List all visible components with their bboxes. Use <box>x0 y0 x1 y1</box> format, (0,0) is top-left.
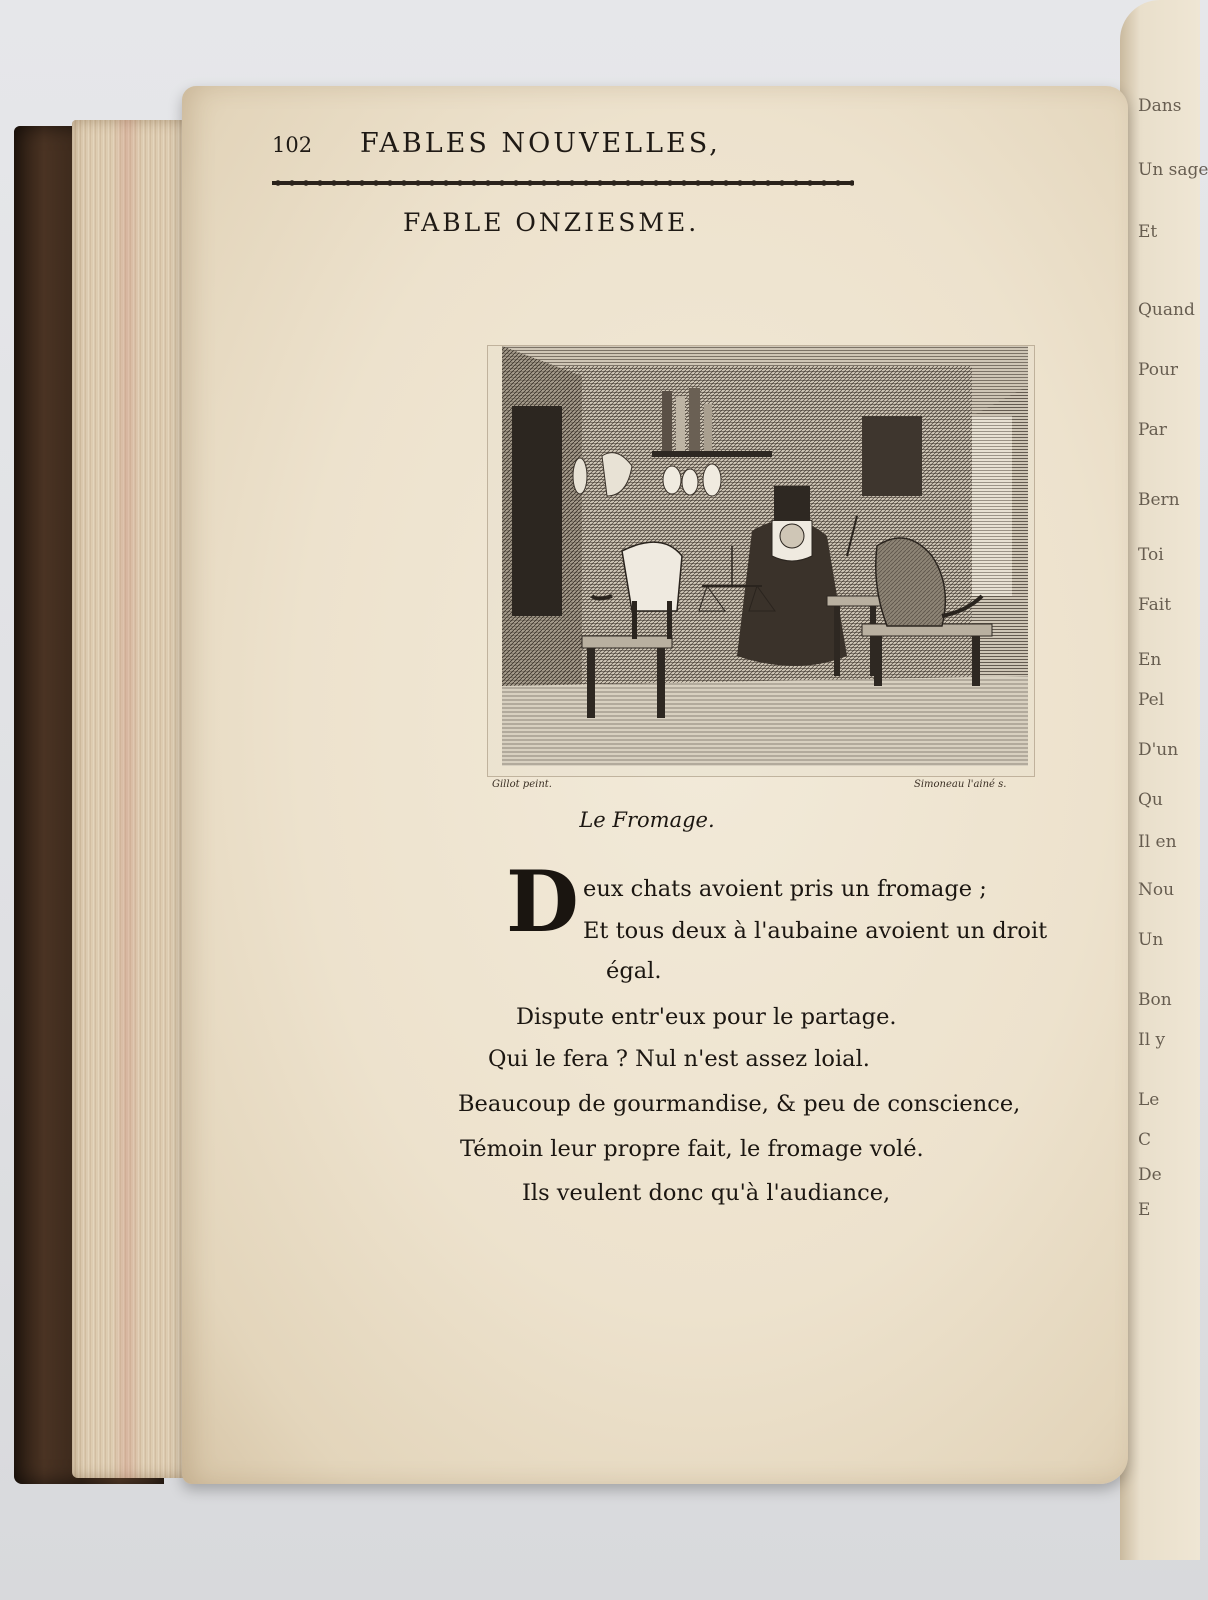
facing-page-fragment: En <box>1138 650 1162 670</box>
facing-page-fragment: Fait <box>1138 595 1172 615</box>
verse-line: eux chats avoient pris un fromage ; <box>583 876 987 902</box>
verse-line: Beaucoup de gourmandise, & peu de conscience, <box>458 1091 1021 1117</box>
facing-page-fragment: Bon <box>1138 990 1172 1010</box>
engraving-credit-painter: Gillot peint. <box>492 779 552 790</box>
facing-page-fragment: Un sage <box>1138 160 1208 180</box>
verse-line: Et tous deux à l'aubaine avoient un droit <box>583 918 1048 944</box>
facing-page-fragment: Dans <box>1138 96 1182 116</box>
facing-page-fragment: Pour <box>1138 360 1179 380</box>
facing-page-fragment: Un <box>1138 930 1164 950</box>
facing-page-fragment: Qu <box>1138 790 1163 810</box>
running-head <box>272 128 992 159</box>
page-number: 102 <box>272 133 313 157</box>
verse-line: Dispute entr'eux pour le partage. <box>516 1004 897 1030</box>
verse-line: égal. <box>606 958 662 984</box>
running-title: FABLES NOUVELLES, <box>360 128 721 159</box>
verse-line: Ils veulent donc qu'à l'audiance, <box>522 1180 891 1206</box>
facing-page-fragment: E <box>1138 1200 1151 1220</box>
facing-page <box>1120 0 1208 1560</box>
ornament-rule <box>272 176 854 190</box>
facing-page-fragment: Quand <box>1138 300 1195 320</box>
illustration-caption: Le Fromage. <box>579 808 715 832</box>
facing-page-fragment: Et <box>1138 222 1158 242</box>
facing-page-fragment: Il en <box>1138 832 1177 852</box>
facing-page-fragment: Toi <box>1138 545 1164 565</box>
verse-line: Qui le fera ? Nul n'est assez loial. <box>488 1046 870 1072</box>
engraving-credit-engraver: Simoneau l'ainé s. <box>914 779 1007 790</box>
facing-page-fragment: D'un <box>1138 740 1179 760</box>
facing-page-fragment: De <box>1138 1165 1162 1185</box>
facing-page-fragment: Pel <box>1138 690 1165 710</box>
facing-page-fragment: Bern <box>1138 490 1180 510</box>
drop-cap: D <box>506 852 579 951</box>
facing-page-fragment: Il y <box>1138 1030 1166 1050</box>
facing-page-fragment: Le <box>1138 1090 1160 1110</box>
engraving-illustration <box>502 346 1028 766</box>
facing-page-fragment: Nou <box>1138 880 1175 900</box>
verse-line: Témoin leur propre fait, le fromage volé. <box>460 1136 924 1162</box>
facing-page-fragment: Par <box>1138 420 1167 440</box>
fable-heading: FABLE ONZIESME. <box>403 208 700 237</box>
facing-page-fragment: C <box>1138 1130 1152 1150</box>
